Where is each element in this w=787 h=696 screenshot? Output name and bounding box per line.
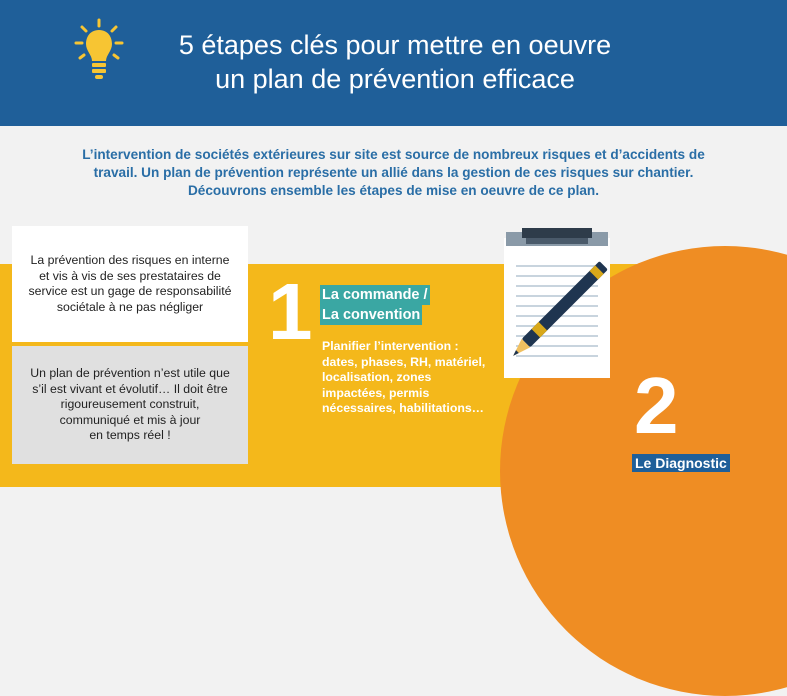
intro-line: Découvrons ensemble les étapes de mise en oeuvre de ce plan. <box>187 183 599 198</box>
step1-title <box>320 285 430 325</box>
info-line: s’il est vivant et évolutif… Il doit être <box>32 381 228 396</box>
info-line: communiqué et mis à jour <box>59 412 201 427</box>
info-line: et vis à vis de ses prestataires de <box>39 268 221 283</box>
info-box-living-plan <box>12 346 248 464</box>
intro-line: L’intervention de sociétés extérieures sur site est source de nombreux risques et d’accidents de <box>82 147 705 162</box>
step1-number: 1 <box>268 267 313 356</box>
header-banner <box>0 0 787 126</box>
info-line: service est un gage de responsabilité <box>28 284 232 298</box>
lightbulb-icon <box>74 18 124 82</box>
info-line: en temps réel ! <box>89 428 171 443</box>
intro-text <box>20 146 767 200</box>
info-line: La prévention des risques en interne <box>30 253 230 267</box>
info-box-responsibility <box>12 226 248 342</box>
title-line: un plan de prévention efficace <box>215 64 575 94</box>
info-line: sociétale à ne pas négliger <box>56 299 204 314</box>
step2-title: Le Diagnostic <box>632 454 730 472</box>
step1-desc-line: Planifier l’intervention : <box>322 339 459 353</box>
page-title <box>130 28 660 96</box>
step1-description <box>322 339 512 417</box>
step1-desc-line: nécessaires, habilitations… <box>322 401 484 415</box>
step1-title-line: La convention <box>322 307 421 323</box>
step1-title-line: La commande / <box>322 287 428 303</box>
title-line: 5 étapes clés pour mettre en oeuvre <box>178 30 612 60</box>
info-line: Un plan de prévention n’est utile que <box>30 366 230 381</box>
step1-desc-line: localisation, zones <box>322 370 432 384</box>
step1-desc-line: dates, phases, RH, matériel, <box>322 354 486 369</box>
clipboard-pen-icon <box>502 228 612 380</box>
intro-line: travail. Un plan de prévention représente un allié dans la gestion de ces risques sur chantier. <box>93 165 694 180</box>
info-line: rigoureusement construit, <box>60 397 200 412</box>
step2-number: 2 <box>634 361 679 450</box>
step1-desc-line: impactées, permis <box>322 385 430 400</box>
